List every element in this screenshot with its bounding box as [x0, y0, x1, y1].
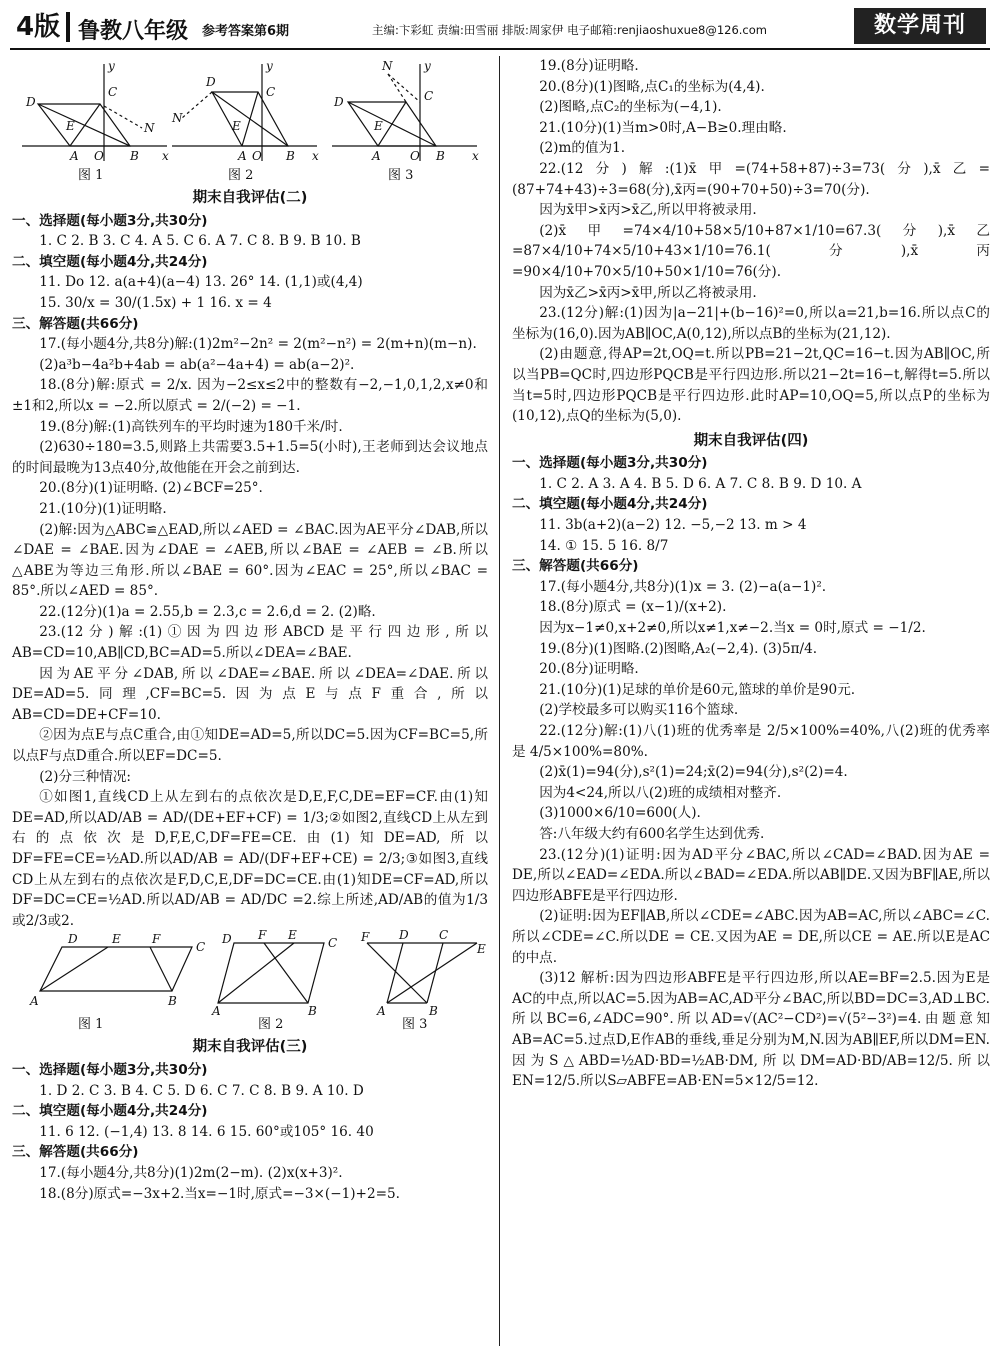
- figure-caption: 图 2: [228, 168, 254, 183]
- subsection-heading: 三、解答题(共66分): [12, 315, 139, 332]
- answer-paragraph: 23.(12分)(1)证明:因为AD平分∠BAC,所以∠CAD=∠BAD.因为AE = DE,所以∠EAD=∠EDA.所以∠BAD=∠EDA.所以AB∥DE.又因为BF∥AE,所以四边形ABFE是平行四边形.: [512, 846, 990, 904]
- answer-paragraph: (2)由题意,得AP=2t,OQ=t.所以PB=21−2t,QC=16−t.因为AB∥OC,所以当PB=QC时,四边形PQCB是平行四边形.所以21−2t=16−t,解得t=5.所以当t=5时,四边形PQCB是平行四边形.此时AP=10,OQ=5,所以点P的坐标为(10,12),点Q的坐标为(5,0).: [512, 346, 990, 425]
- issue-subtitle: 参考答案第6期: [202, 24, 290, 39]
- svg-text:F: F: [258, 928, 267, 943]
- answer-paragraph: 21.(10分)(1)当m>0时,A−B≥0.理由略.: [539, 119, 787, 136]
- answer-paragraph: 答:八年级大约有600名学生达到优秀.: [539, 825, 765, 842]
- answer-paragraph: 23.(12分)解:(1)①因为四边形ABCD是平行四边形,所以AB=CD=10,AB∥CD,BC=AD=5.所以∠DEA=∠BAE.: [12, 624, 488, 662]
- grade-title: 鲁教八年级: [78, 19, 189, 44]
- svg-text:F: F: [152, 932, 161, 947]
- answer-paragraph: 18.(8分)原式=−3x+2.当x=−1时,原式=−3×(−1)+2=5.: [39, 1185, 400, 1202]
- svg-text:N: N: [144, 121, 155, 135]
- answer-paragraph: 19.(8分)解:(1)高铁列车的平均时速为180千米/时.: [39, 418, 343, 435]
- answer-paragraph: 17.(每小题4分,共8分)(1)x = 3. (2)−a(a−1)².: [539, 578, 827, 595]
- answer-paragraph: 因为4<24,所以八(2)班的成绩相对整齐.: [539, 784, 782, 801]
- parallelogram-figure-1: [22, 932, 206, 1013]
- answer-paragraph: (2)图略,点C₂的坐标为(−4,1).: [539, 99, 722, 116]
- right-answers: [512, 56, 990, 1092]
- svg-text:D: D: [206, 75, 216, 89]
- figure-caption: 图 3: [388, 168, 414, 183]
- answer-paragraph: 因为x̄乙>x̄丙>x̄甲,所以乙将被录用.: [539, 284, 757, 301]
- answer-paragraph: (2)解:因为△ABC≌△EAD,所以∠AED = ∠BAC.因为AE平分∠DAB,所以∠DAE = ∠BAE.因为∠DAE = ∠AEB,所以∠BAE = ∠AEB = ∠B.所以△ABE为等边三角形.所以∠BAE = 60°.因为∠EAC = 25°,所以∠BAC = 85°.所以∠AED = 85°.: [12, 521, 488, 600]
- answer-paragraph: 1. C 2. B 3. C 4. A 5. C 6. A 7. C 8. B 9. B 10. B: [39, 233, 361, 250]
- credits-line: 主编:卞彩虹 责编:田雪丽 排版:周家伊 电子邮箱:renjiaoshuxue8@126.com: [372, 23, 767, 37]
- svg-text:A: A: [212, 1004, 221, 1019]
- answer-paragraph: 21.(10分)(1)证明略.: [39, 500, 167, 517]
- svg-text:E: E: [66, 119, 75, 133]
- svg-text:x: x: [312, 149, 319, 163]
- svg-text:A: A: [70, 149, 79, 163]
- svg-text:D: D: [68, 932, 78, 947]
- figure-caption: 图 1: [78, 168, 104, 183]
- coordinate-figures: [12, 56, 488, 184]
- answer-paragraph: (2)m的值为1.: [539, 140, 626, 157]
- figure-3-diagram: [332, 56, 482, 166]
- answer-paragraph: 22.(12分)解:(1)x̄甲=(74+58+87)÷3=73(分),x̄乙=(87+74+43)÷3=68(分),x̄丙=(90+70+50)÷3=70(分).: [512, 160, 990, 198]
- svg-text:E: E: [112, 932, 121, 947]
- answer-paragraph: 11. 6 12. (−1,4) 13. 8 14. 6 15. 60°或105° 16. 40: [39, 1123, 374, 1140]
- answer-paragraph: (2)a³b−4a²b+4ab = ab(a²−4a+4) = ab(a−2)².: [39, 356, 355, 373]
- figure-1-diagram: [22, 56, 172, 166]
- answer-paragraph: ②因为点E与点C重合,由①知DE=AD=5,所以DC=5.因为CF=BC=5,所以点F与点D重合.所以EF=DC=5.: [12, 727, 488, 765]
- parallelogram-figure-3: [357, 928, 487, 1019]
- subsection-heading: 二、填空题(每小题4分,共24分): [12, 253, 208, 270]
- svg-text:E: E: [288, 928, 297, 943]
- figure-caption: 图 3: [402, 1017, 428, 1033]
- header-divider: [66, 12, 70, 42]
- svg-text:O: O: [252, 149, 262, 163]
- svg-text:C: C: [439, 928, 449, 943]
- answer-paragraph: 15. 30/x = 30/(1.5x) + 1 16. x = 4: [39, 294, 272, 311]
- answer-paragraph: 1. C 2. A 3. A 4. B 5. D 6. A 7. C 8. B 9. D 10. A: [539, 475, 862, 492]
- answer-paragraph: 23.(12分)解:(1)因为|a−21|+(b−16)²=0,所以a=21,b=16.所以点C的坐标为(16,0).因为AB∥OC,A(0,12),所以点B的坐标为(21,12).: [512, 305, 990, 342]
- answer-paragraph: 20.(8分)(1)图略,点C₁的坐标为(4,4).: [539, 78, 765, 95]
- answer-paragraph: 17.(每小题4分,共8分)解:(1)2m²−2n² = 2(m²−n²) = 2(m+n)(m−n).: [39, 336, 477, 353]
- svg-text:D: D: [222, 932, 232, 947]
- svg-text:N: N: [382, 59, 393, 73]
- section-title: 期末自我评估(四): [693, 432, 809, 449]
- answer-paragraph: 18.(8分)解:原式 = 2/x. 因为−2≤x≤2中的整数有−2,−1,0,1,2,x≠0和±1和2,所以x = −2.所以原式 = 2/(−2) = −1.: [12, 377, 488, 414]
- svg-text:E: E: [477, 942, 486, 957]
- answer-paragraph: 19.(8分)证明略.: [539, 58, 639, 74]
- answer-paragraph: 19.(8分)(1)图略.(2)图略,A₂(−2,4). (3)5π/4.: [539, 640, 818, 657]
- svg-text:y: y: [108, 59, 115, 73]
- subsection-heading: 二、填空题(每小题4分,共24分): [512, 496, 708, 513]
- right-column: [512, 56, 990, 1092]
- parallelogram-figures: [12, 928, 488, 1033]
- svg-text:B: B: [130, 149, 139, 163]
- svg-text:B: B: [286, 149, 295, 163]
- answer-paragraph: (2)x̄(1)=94(分),s²(1)=24;x̄(2)=94(分),s²(2)=4.: [539, 764, 848, 781]
- svg-text:D: D: [399, 928, 409, 943]
- svg-text:x: x: [162, 149, 169, 163]
- svg-text:E: E: [232, 119, 241, 133]
- figure-caption: 图 2: [258, 1017, 284, 1033]
- svg-text:C: C: [266, 85, 276, 99]
- answer-paragraph: 因为x−1≠0,x+2≠0,所以x≠1,x≠−2.当x = 0时,原式 = −1/2.: [539, 620, 926, 637]
- edition-label: 4版: [16, 12, 61, 42]
- answer-paragraph: 20.(8分)(1)证明略. (2)∠BCF=25°.: [39, 480, 263, 497]
- subsection-heading: 三、解答题(共66分): [12, 1144, 139, 1161]
- svg-text:O: O: [410, 149, 420, 163]
- answer-paragraph: 1. D 2. C 3. B 4. C 5. D 6. C 7. C 8. B 9. A 10. D: [39, 1082, 364, 1099]
- svg-text:N: N: [172, 111, 183, 125]
- svg-text:E: E: [374, 119, 383, 133]
- svg-text:O: O: [94, 149, 104, 163]
- svg-text:B: B: [429, 1004, 438, 1019]
- answer-paragraph: ①如图1,直线CD上从左到右的点依次是D,E,F,C,DE=EF=CF.由(1)知DE=AD,所以AD/AB = AD/(DE+EF+CF) = 1/3;②如图2,直线CD上从左到右的点依次是D,F,E,C,DF=FE=CE.由(1)知DE=AD,所以DF=FE=CE=½AD.所以AD/AB = AD/(DF+EF+CE) = 2/3;③如图3,直线CD上从左到右的点依次是F,D,C,E,DF=DC=CE.由(1)知DE=CF=AD,所以DF=DC=CE=½AD.所以AD/AB = AD/DC =2.综上所述,AD/AB的值为1/3或2/3或2.: [12, 789, 488, 929]
- svg-text:x: x: [472, 149, 479, 163]
- svg-text:C: C: [424, 89, 434, 103]
- svg-text:y: y: [266, 59, 273, 73]
- section-title: 期末自我评估(三): [192, 1039, 308, 1056]
- svg-text:C: C: [108, 85, 118, 99]
- page-header: [0, 0, 1000, 52]
- svg-text:B: B: [436, 149, 445, 163]
- svg-text:C: C: [328, 936, 338, 951]
- answer-paragraph: 17.(每小题4分,共8分)(1)2m(2−m). (2)x(x+3)².: [39, 1164, 343, 1181]
- answer-paragraph: (3)12 解析:因为四边形ABFE是平行四边形,所以AE=BF=2.5.因为E是AC的中点,所以AC=5.因为AB=AC,AD平分∠BAC,所以BD=DC=3,AD⊥BC.所以BC=6,∠ADC=90°.所以AD=√(AC²−CD²)=√(5²−3²)=4.由题意知AB=AC=5.过点D,E作AB的垂线,垂足分别为M,N.因为AB∥EF,所以DM=EN.因为S△ABD=½AD·BD=½AB·DM,所以DM=AD·BD/AB=12/5.所以EN=12/5.所以S▱ABFE=AB·EN=5×12/5=12.: [512, 970, 990, 1090]
- answer-paragraph: 11. 3b(a+2)(a−2) 12. −5,−2 13. m > 4: [539, 517, 807, 534]
- answer-paragraph: 22.(12分)(1)a = 2.55,b = 2.3,c = 2.6,d = 2. (2)略.: [39, 603, 376, 620]
- figure-caption: 图 1: [78, 1017, 104, 1033]
- subsection-heading: 三、解答题(共66分): [512, 558, 639, 575]
- answer-paragraph: (2)x̄甲=74×4/10+58×5/10+87×1/10=67.3(分),x̄乙=87×4/10+74×5/10+43×1/10=76.1(分),x̄丙=90×4/10+70×5/10+50×1/10=76(分).: [512, 222, 990, 280]
- answer-paragraph: (2)证明:因为EF∥AB,所以∠CDE=∠ABC.因为AB=AC,所以∠ABC=∠C.所以∠CDE=∠C.所以DE = CE.又因为AE = DE,所以CE = AE.所以E是AC的中点.: [512, 908, 990, 966]
- left-column: [12, 56, 488, 1204]
- answer-paragraph: (2)分三种情况:: [39, 768, 131, 785]
- parallelogram-figure-2: [212, 928, 342, 1019]
- svg-text:A: A: [372, 149, 381, 163]
- answer-paragraph: 因为AE平分∠DAB,所以∠DAE=∠BAE.所以∠DEA=∠DAE.所以DE=AD=5.同理,CF=BC=5.因为点E与点F重合,所以AB=CD=DE+CF=10.: [12, 665, 488, 723]
- subsection-heading: 一、选择题(每小题3分,共30分): [12, 212, 208, 229]
- svg-text:D: D: [334, 95, 344, 109]
- section-title: 期末自我评估(二): [192, 190, 308, 206]
- header-rule: [10, 48, 990, 50]
- svg-text:B: B: [168, 994, 177, 1009]
- figure-2-diagram: [172, 56, 322, 166]
- answer-paragraph: (2)学校最多可以购买116个篮球.: [539, 702, 739, 719]
- brand-badge: 数学周刊: [854, 8, 986, 44]
- subsection-heading: 二、填空题(每小题4分,共24分): [12, 1103, 208, 1120]
- svg-text:A: A: [30, 994, 39, 1009]
- column-divider: [499, 56, 500, 1346]
- svg-text:y: y: [424, 59, 431, 73]
- answer-paragraph: 21.(10分)(1)足球的单价是60元,篮球的单价是90元.: [539, 681, 856, 698]
- svg-text:B: B: [308, 1004, 317, 1019]
- answer-paragraph: (2)630÷180=3.5,则路上共需要3.5+1.5=5(小时),王老师到达会议地点的时间最晚为13点40分,故他能在开会之前到达.: [12, 439, 488, 476]
- left-answers: [12, 188, 488, 1204]
- answer-paragraph: 18.(8分)原式 = (x−1)/(x+2).: [539, 599, 727, 616]
- subsection-heading: 一、选择题(每小题3分,共30分): [12, 1061, 208, 1078]
- answer-paragraph: 22.(12分)解:(1)八(1)班的优秀率是 2/5×100%=40%,八(2)班的优秀率是 4/5×100%=80%.: [512, 723, 990, 760]
- answer-paragraph: 14. ① 15. 5 16. 8/7: [539, 537, 669, 554]
- subsection-heading: 一、选择题(每小题3分,共30分): [512, 455, 708, 472]
- answer-paragraph: (3)1000×6/10=600(人).: [539, 805, 701, 822]
- answer-paragraph: 因为x̄甲>x̄丙>x̄乙,所以甲将被录用.: [539, 202, 757, 219]
- svg-text:F: F: [361, 930, 370, 945]
- answer-paragraph: 20.(8分)证明略.: [539, 661, 639, 678]
- svg-text:A: A: [238, 149, 247, 163]
- svg-text:D: D: [26, 95, 36, 109]
- svg-text:C: C: [196, 940, 206, 955]
- answer-paragraph: 11. Do 12. a(a+4)(a−4) 13. 26° 14. (1,1)或(4,4): [39, 274, 363, 291]
- svg-text:A: A: [377, 1004, 386, 1019]
